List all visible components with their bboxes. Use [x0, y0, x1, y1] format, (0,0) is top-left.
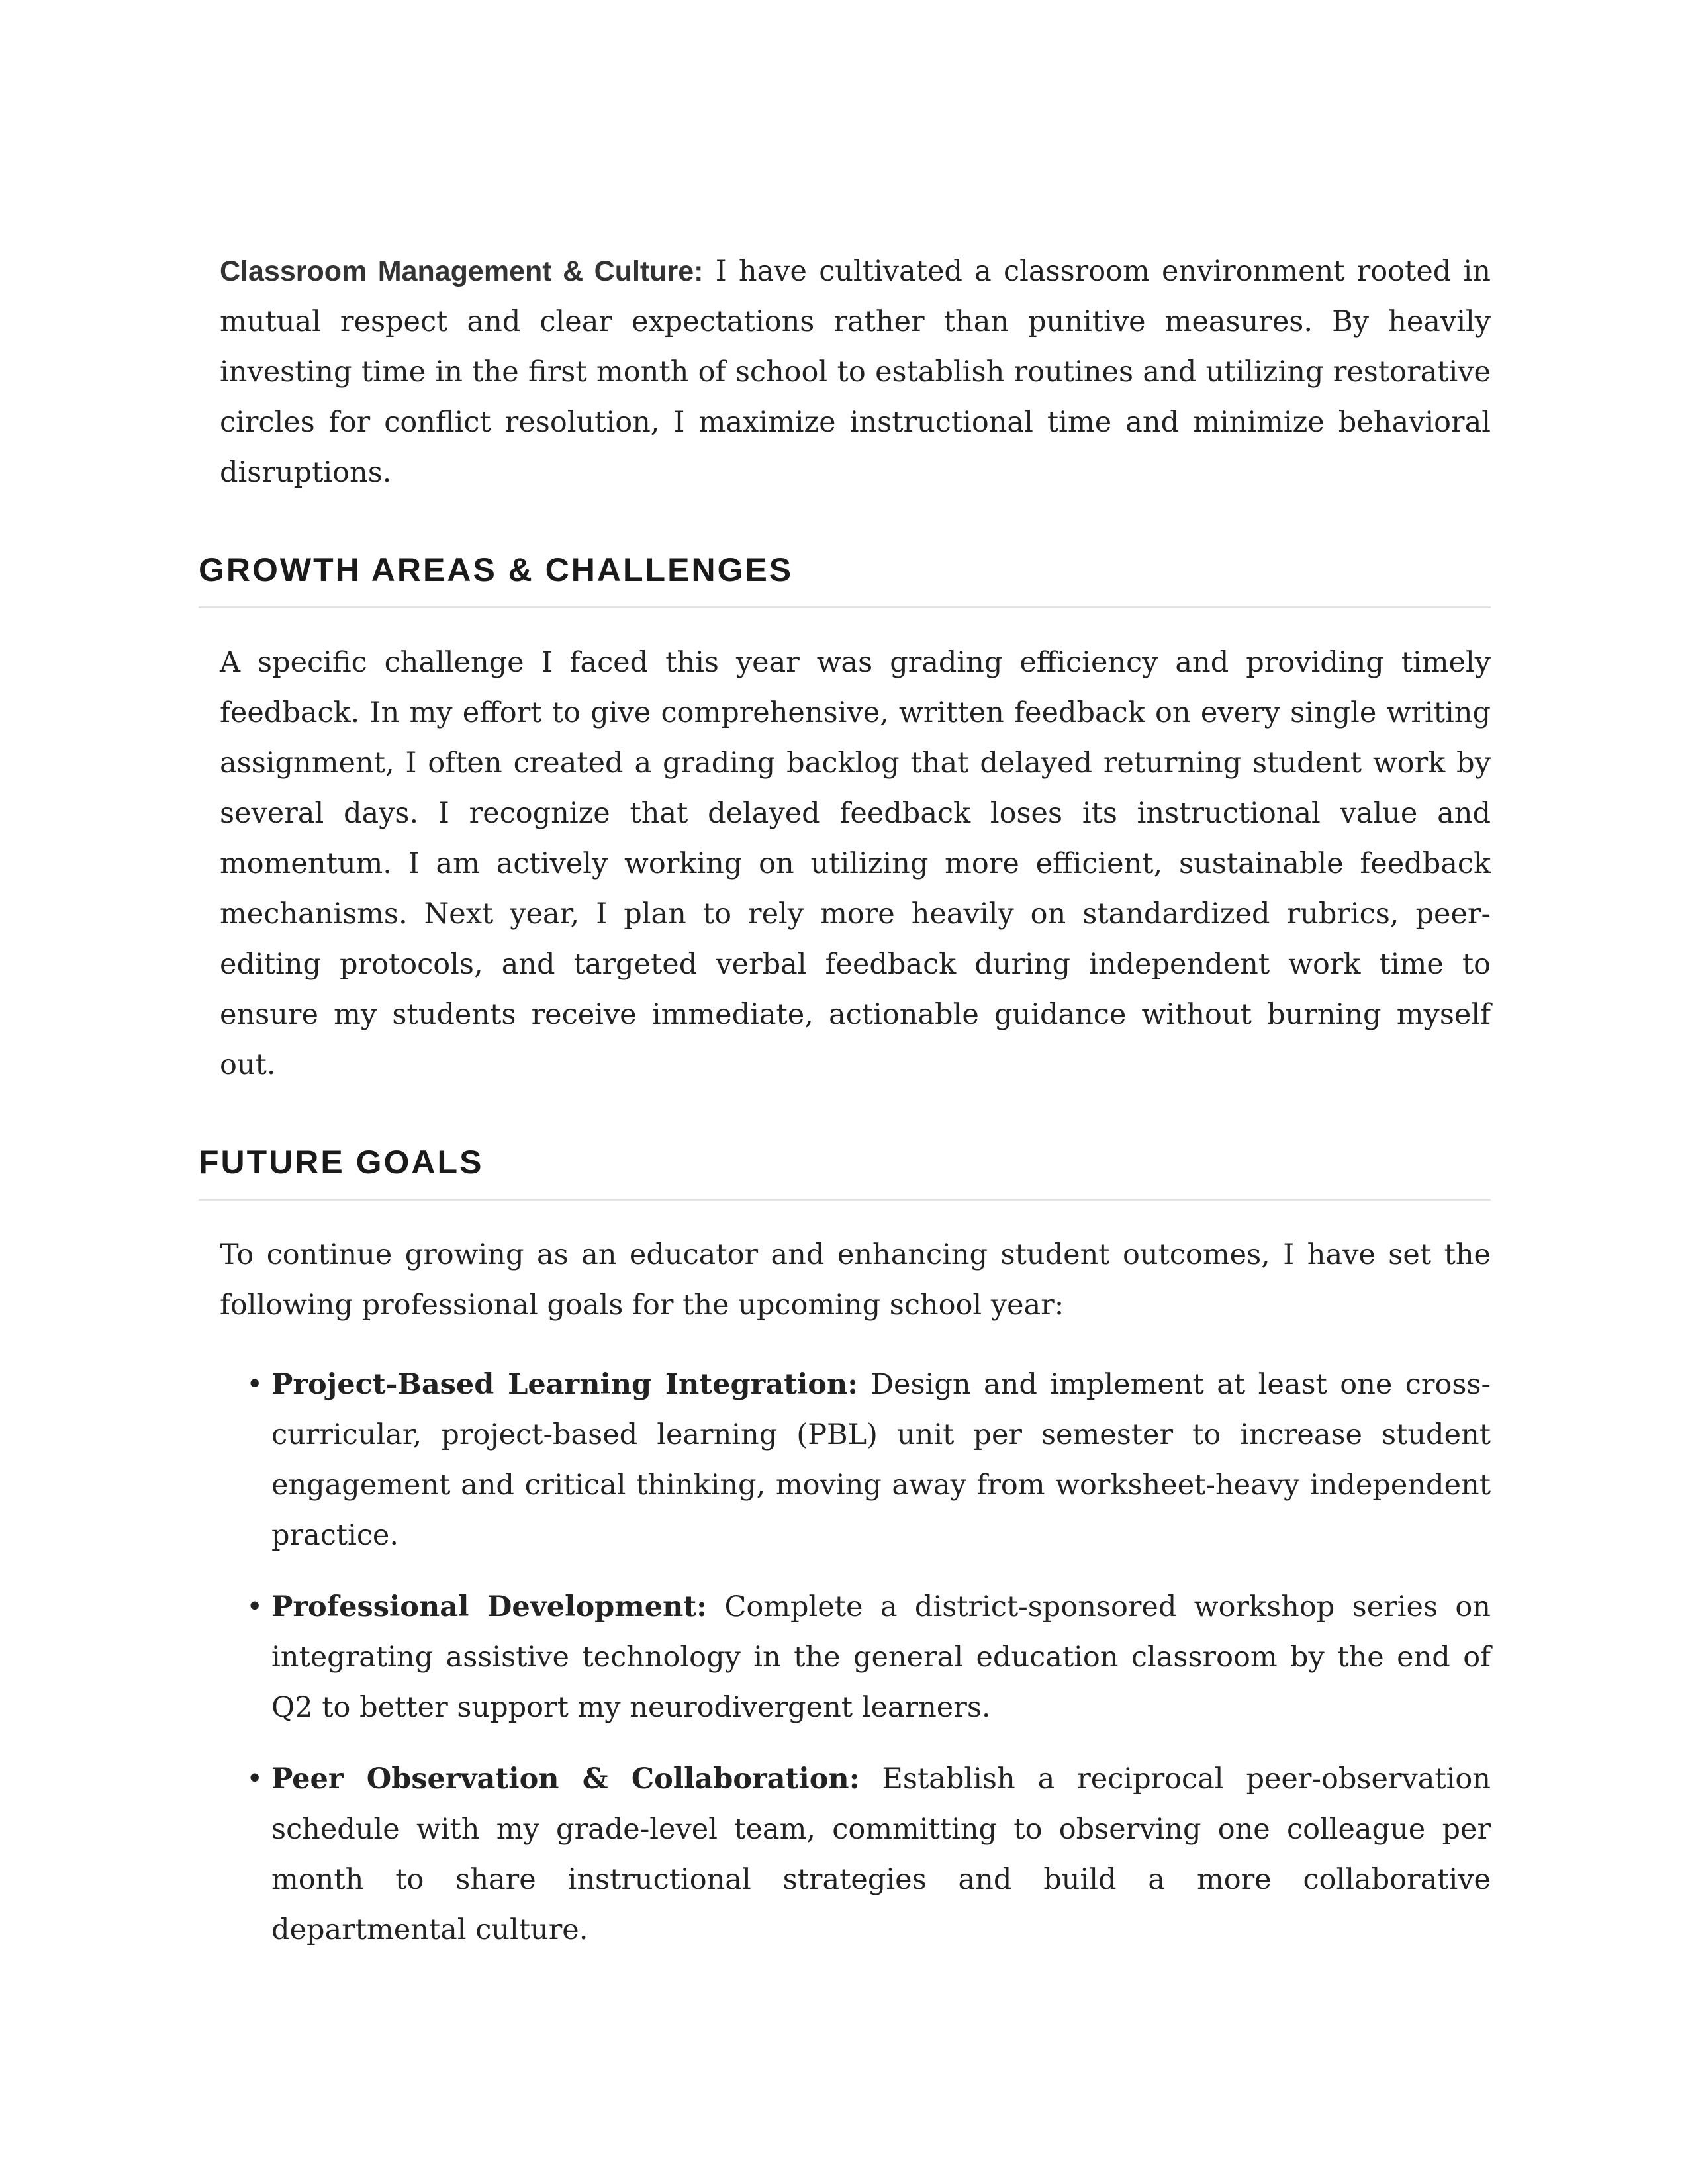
future-goals-heading: FUTURE GOALS [199, 1143, 1491, 1201]
bullet-icon: • [246, 1368, 263, 1401]
goal-label: Peer Observation & Collaboration: [271, 1762, 860, 1796]
goal-label: Project-Based Learning Integration: [271, 1368, 859, 1401]
classroom-management-text: I have cultivated a classroom environment rooted in mutual respect and clear expectations rather than punitive measures. By heavily investing time in the first month of school to establish routines and utilizing restorative circles for conflict resolution, I maximize instructional time and minimize behavioral disruptions. [220, 255, 1491, 489]
growth-areas-heading: GROWTH AREAS & CHALLENGES [199, 551, 1491, 608]
goal-text: Establish a reciprocal peer-observation schedule with my grade-level team, committing to observing one colleague per month to share instructional strategies and build a more collaborative departmental culture. [271, 1762, 1491, 1946]
list-item [246, 1359, 1491, 1561]
goal-text: Design and implement at least one cross-curricular, project-based learning (PBL) unit per semester to increase student engagement and critical thinking, moving away from worksheet-heavy independent practice. [271, 1368, 1491, 1552]
list-item [246, 1754, 1491, 1955]
list-item [246, 1582, 1491, 1733]
bullet-icon: • [246, 1762, 263, 1796]
goals-list [199, 1359, 1491, 1955]
classroom-management-paragraph [199, 246, 1491, 498]
future-goals-intro: To continue growing as an educator and enhancing student outcomes, I have set the following professional goals for the upcoming school year: [220, 1238, 1491, 1322]
growth-areas-paragraph: A specific challenge I faced this year was grading efficiency and providing timely feedback. In my effort to give comprehensive, written feedback on every single writing assignment, I often created a grading backlog that delayed returning student work by several days. I recognize that delayed feedback loses its instructional value and momentum. I am actively working on utilizing more efficient, sustainable feedback mechanisms. Next year, I plan to rely more heavily on standardized rubrics, peer-editing protocols, and targeted verbal feedback during independent work time to ensure my students receive immediate, actionable guidance without burning myself out. [220, 646, 1491, 1081]
bullet-icon: • [246, 1590, 263, 1623]
classroom-management-label: Classroom Management & Culture: [220, 255, 704, 287]
goal-text: Complete a district-sponsored workshop series on integrating assistive technology in the general education classroom by the end of Q2 to better support my neurodivergent learners. [271, 1590, 1491, 1724]
goal-label: Professional Development: [271, 1590, 708, 1623]
document-page [199, 246, 1491, 1976]
